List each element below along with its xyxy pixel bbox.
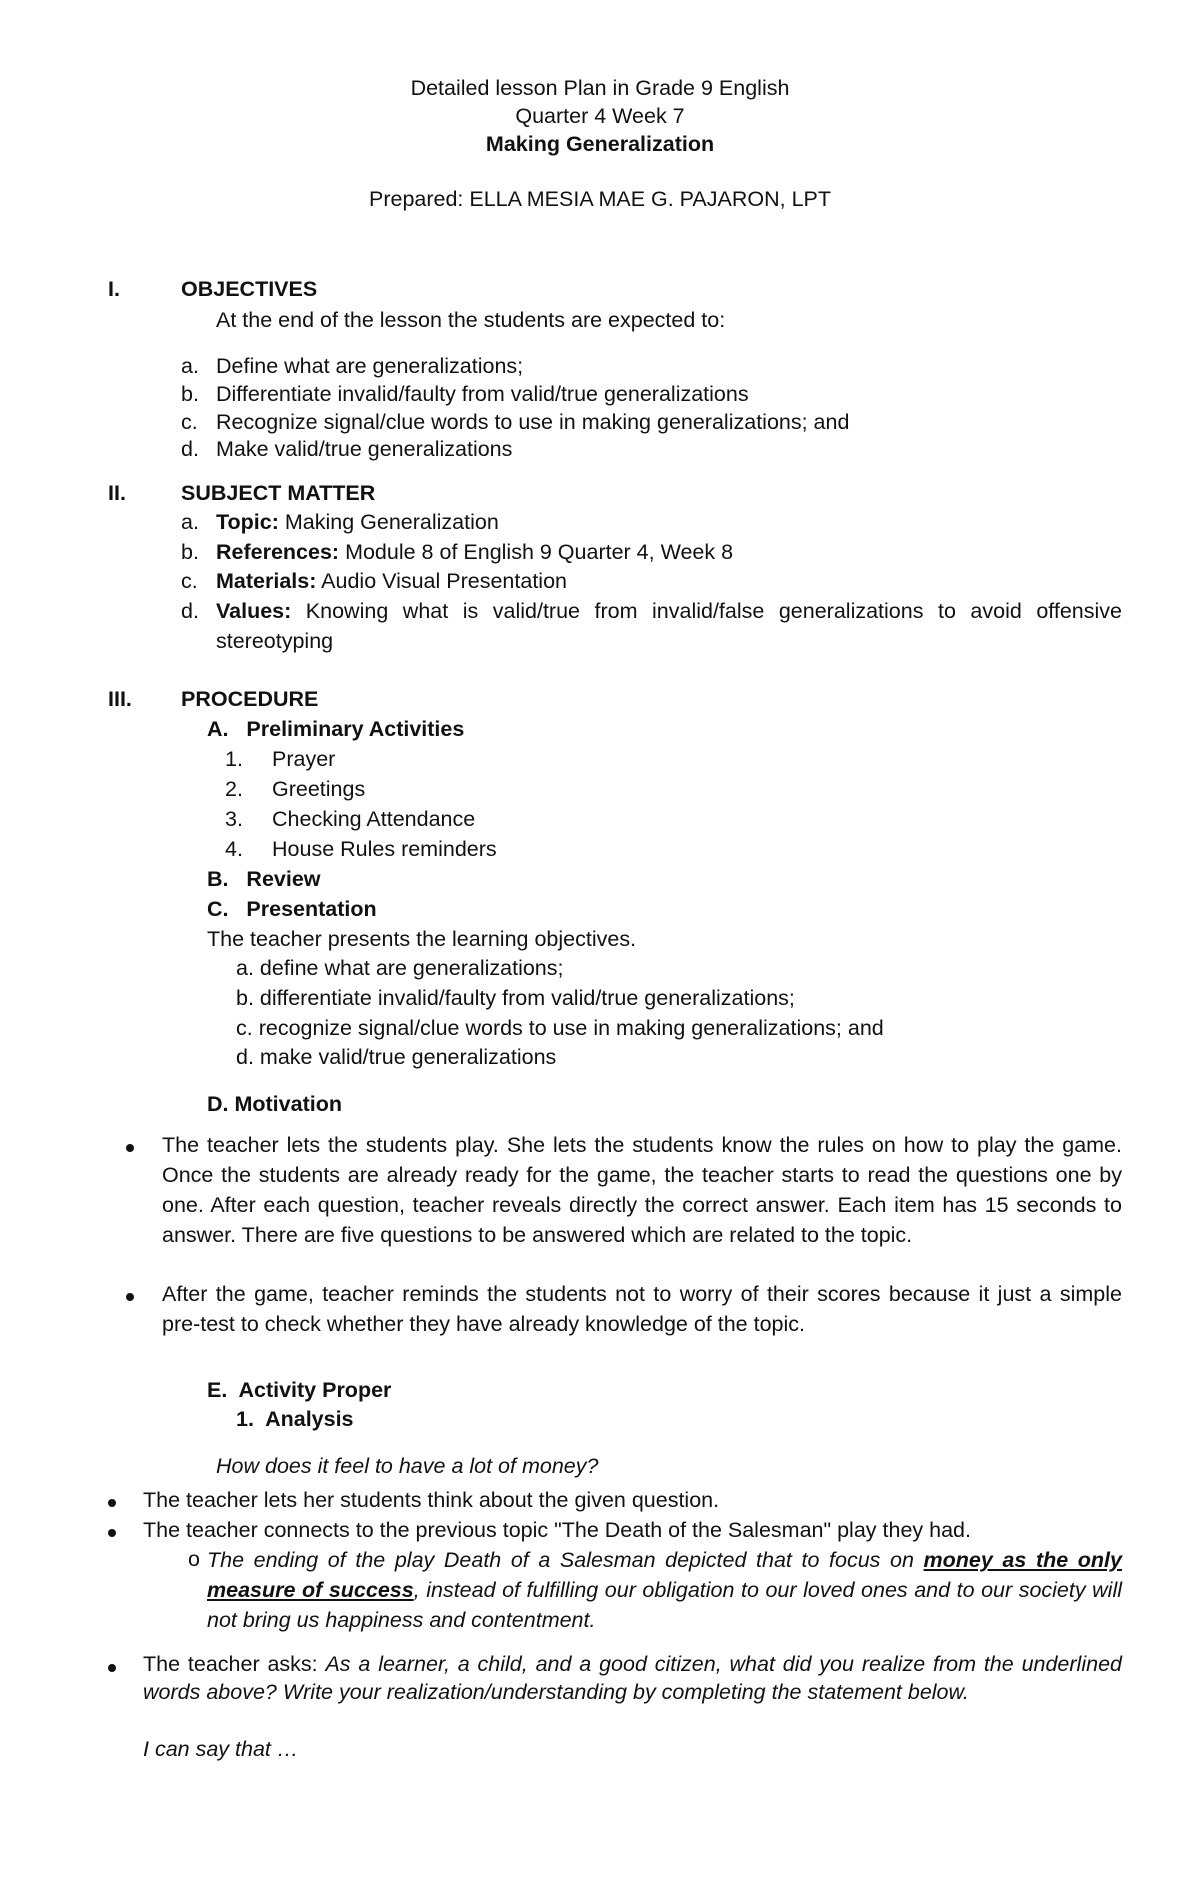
- activity-number: 3.: [225, 807, 243, 831]
- subject-label: Materials:: [216, 569, 317, 593]
- subject-value: Module 8 of English 9 Quarter 4, Week 8: [339, 540, 734, 564]
- section-heading-procedure: PROCEDURE: [181, 687, 319, 711]
- objective-marker: d.: [181, 437, 199, 461]
- subject-marker: d.: [181, 599, 199, 623]
- section-number-objectives: I.: [108, 277, 120, 301]
- subject-item-materials: [216, 566, 567, 596]
- subheading-activity-proper: E. Activity Proper: [207, 1378, 392, 1402]
- bullet-icon: [126, 1144, 134, 1152]
- underlined-phrase: money as the only measure of success: [207, 1548, 1122, 1602]
- bullet-icon: [108, 1529, 116, 1537]
- objectives-intro: At the end of the lesson the students are expected to:: [216, 308, 726, 332]
- activity-number: 2.: [225, 777, 243, 801]
- subheading-analysis: 1. Analysis: [236, 1407, 354, 1431]
- presentation-objective: a. define what are generalizations;: [236, 956, 564, 980]
- section-heading-subject: SUBJECT MATTER: [181, 481, 376, 505]
- presentation-intro: The teacher presents the learning objectives.: [207, 927, 637, 951]
- teacher-asks-lead: The teacher asks:: [143, 1652, 326, 1676]
- objective-item: Differentiate invalid/faulty from valid/true generalizations: [216, 382, 749, 406]
- activity-number: 4.: [225, 837, 243, 861]
- subject-value: Knowing what is valid/true from invalid/false generalizations to avoid offensive stereotyping: [216, 599, 1122, 653]
- subject-label: Topic:: [216, 510, 279, 534]
- analysis-question: How does it feel to have a lot of money?: [216, 1454, 599, 1478]
- activity-item: Checking Attendance: [272, 807, 476, 831]
- subject-item-topic: [216, 507, 499, 537]
- activity-item: Prayer: [272, 747, 336, 771]
- section-heading-objectives: OBJECTIVES: [181, 277, 318, 301]
- teacher-asks: [143, 1650, 1122, 1706]
- bullet-icon: [126, 1293, 134, 1301]
- objective-item: Define what are generalizations;: [216, 354, 524, 378]
- header-line-1: Detailed lesson Plan in Grade 9 English: [410, 76, 790, 100]
- salesman-note: [207, 1545, 1122, 1635]
- analysis-bullet: The teacher lets her students think about the given question.: [143, 1488, 720, 1512]
- teacher-asks-question: As a learner, a child, and a good citizen, what did you realize from the underlined words above? Write your realization/understanding by completing the statement below.: [143, 1652, 1122, 1704]
- subject-value: Making Generalization: [278, 510, 499, 534]
- objective-marker: b.: [181, 382, 199, 406]
- prepared-by: Prepared: ELLA MESIA MAE G. PAJARON, LPT: [368, 187, 832, 211]
- objective-marker: c.: [181, 410, 198, 434]
- subject-marker: a.: [181, 510, 199, 534]
- motivation-paragraph: The teacher lets the students play. She lets the students know the rules on how to play the game. Once the students are already ready for the game, the teacher starts to read the questions one by one. After each question, teacher reveals directly the correct answer. Each item has 15 seconds to answer. There are five questions to be answered which are related to the topic.: [162, 1133, 1122, 1247]
- page-title: Making Generalization: [485, 132, 715, 156]
- presentation-objective: c. recognize signal/clue words to use in making generalizations; and: [236, 1016, 884, 1040]
- section-number-subject: II.: [108, 481, 126, 505]
- subject-item-references: [216, 537, 733, 567]
- subject-item-values: [216, 596, 1122, 656]
- subject-marker: c.: [181, 569, 198, 593]
- sub-bullet-marker: o: [188, 1547, 200, 1571]
- subject-value: Audio Visual Presentation: [316, 569, 567, 593]
- bullet-icon: [108, 1664, 116, 1672]
- presentation-objective: b. differentiate invalid/faulty from valid/true generalizations;: [236, 986, 795, 1010]
- objective-marker: a.: [181, 354, 199, 378]
- header-line-2: Quarter 4 Week 7: [515, 104, 685, 128]
- objective-item: Recognize signal/clue words to use in making generalizations; and: [216, 410, 850, 434]
- subheading-motivation: D. Motivation: [207, 1092, 342, 1116]
- activity-number: 1.: [225, 747, 243, 771]
- subject-marker: b.: [181, 540, 199, 564]
- salesman-note-text: The ending of the play Death of a Salesman depicted that to focus on: [207, 1548, 924, 1572]
- subheading-preliminary: A. Preliminary Activities: [207, 717, 465, 741]
- subheading-presentation: C. Presentation: [207, 897, 377, 921]
- subject-label: References:: [216, 540, 340, 564]
- motivation-paragraph: After the game, teacher reminds the students not to worry of their scores because it just a simple pre-test to check whether they have already knowledge of the topic.: [162, 1282, 1122, 1336]
- activity-item: Greetings: [272, 777, 366, 801]
- subheading-review: B. Review: [207, 867, 321, 891]
- section-number-procedure: III.: [108, 687, 132, 711]
- activity-item: House Rules reminders: [272, 837, 497, 861]
- completion-prompt: I can say that …: [143, 1737, 299, 1761]
- subject-label: Values:: [216, 599, 292, 623]
- salesman-note-text: , instead of fulfilling our obligation to our loved ones and to our society will not bring us happiness and contentment.: [207, 1578, 1123, 1632]
- objective-item: Make valid/true generalizations: [216, 437, 513, 461]
- analysis-bullet: The teacher connects to the previous topic "The Death of the Salesman" play they had.: [143, 1518, 971, 1542]
- bullet-icon: [108, 1499, 116, 1507]
- presentation-objective: d. make valid/true generalizations: [236, 1045, 557, 1069]
